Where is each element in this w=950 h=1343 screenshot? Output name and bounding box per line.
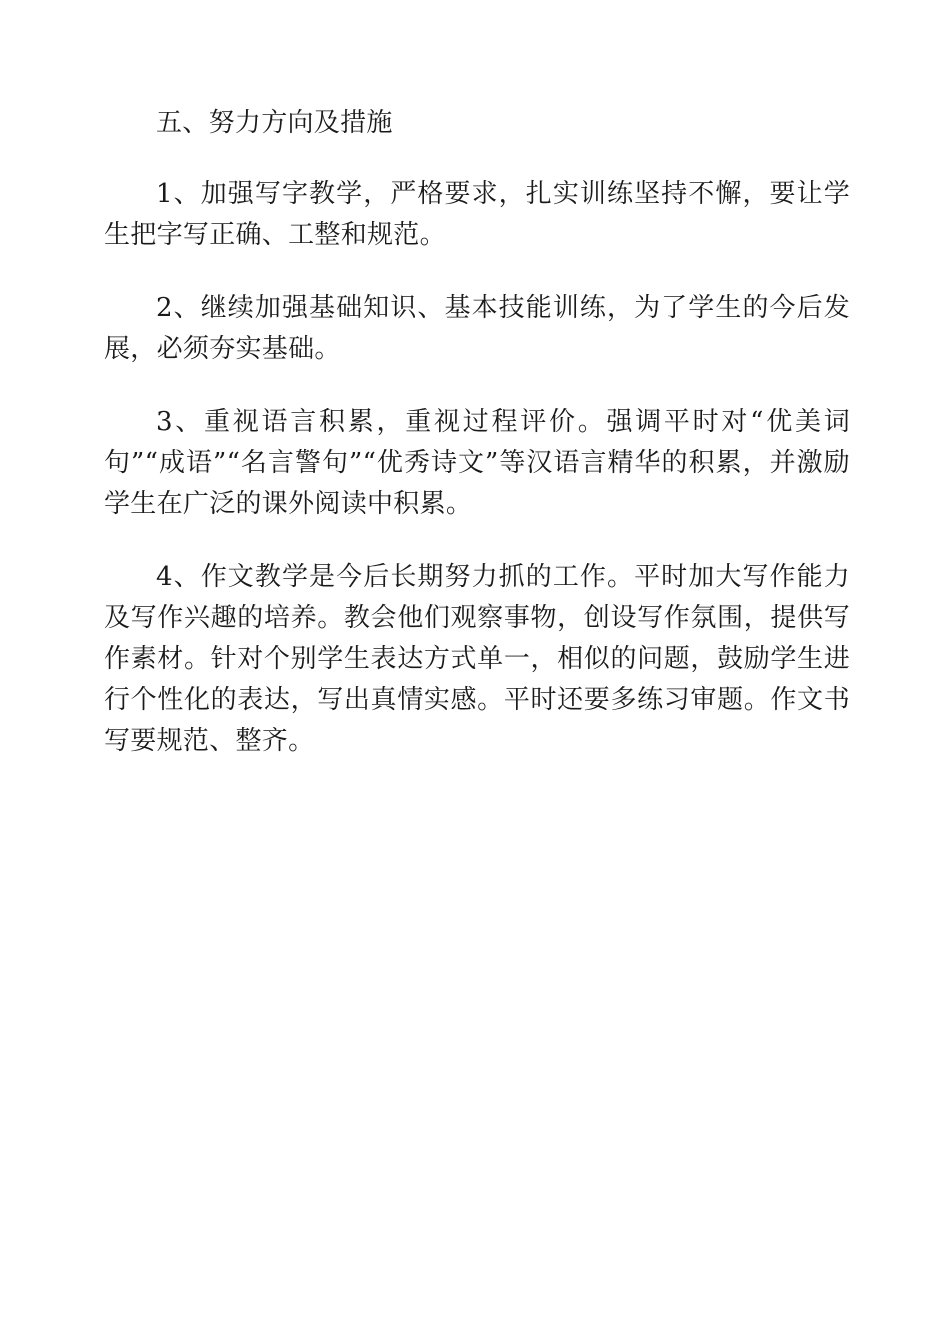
paragraph-4: 4、作文教学是今后长期努力抓的工作。平时加大写作能力及写作兴趣的培养。教会他们观察事物，创设写作氛围，提供写作素材。针对个别学生表达方式单一，相似的问题，鼓励学生进行个性化的表达，写出真情实感。平时还要多练习审题。作文书写要规范、整齐。 bbox=[104, 562, 850, 756]
paragraph-1: 1、加强写字教学，严格要求，扎实训练坚持不懈，要让学生把字写正确、工整和规范。 bbox=[104, 179, 850, 250]
section-heading: 五、努力方向及措施 bbox=[156, 108, 393, 138]
paragraph-3: 3、重视语言积累，重视过程评价。强调平时对“优美词句”“成语”“名言警句”“优秀诗文”等汉语言精华的积累，并激励学生在广泛的课外阅读中积累。 bbox=[104, 407, 850, 519]
paragraph-2: 2、继续加强基础知识、基本技能训练，为了学生的今后发展，必须夯实基础。 bbox=[104, 293, 850, 364]
